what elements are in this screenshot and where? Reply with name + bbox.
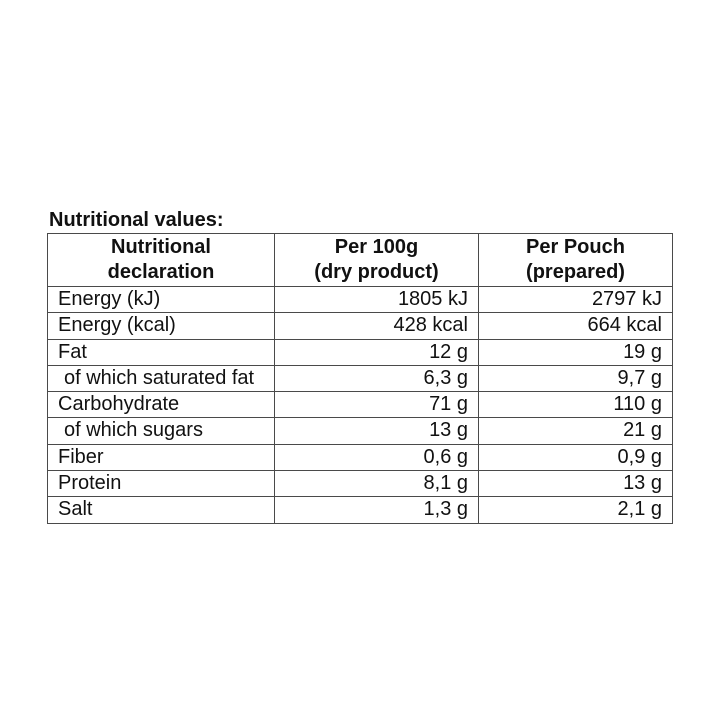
- nutrient-label: Energy (kJ): [48, 287, 275, 313]
- header-line: Per 100g: [334, 236, 419, 258]
- per-pouch-value: 9,7 g: [479, 365, 673, 391]
- nutrient-label: Protein: [48, 471, 275, 497]
- table-row: [48, 365, 673, 391]
- nutrient-label: of which saturated fat: [48, 365, 275, 391]
- table-row: [48, 444, 673, 470]
- nutrient-label: Fat: [48, 339, 275, 365]
- header-per-100g: [275, 234, 479, 287]
- per-pouch-value: 2797 kJ: [479, 287, 673, 313]
- table-row: [48, 313, 673, 339]
- nutrient-label: Fiber: [48, 444, 275, 470]
- table-row: [48, 471, 673, 497]
- per-100g-value: 13 g: [275, 418, 479, 444]
- per-100g-value: 1805 kJ: [275, 287, 479, 313]
- per-pouch-value: 21 g: [479, 418, 673, 444]
- nutrient-label: Energy (kcal): [48, 313, 275, 339]
- header-row: [48, 234, 673, 287]
- nutrient-label: Carbohydrate: [48, 392, 275, 418]
- per-100g-value: 71 g: [275, 392, 479, 418]
- header-line: (prepared): [526, 261, 625, 283]
- per-pouch-value: 19 g: [479, 339, 673, 365]
- table-row: [48, 392, 673, 418]
- header-line: (dry product): [314, 261, 439, 283]
- header-nutritional-declaration: [48, 234, 275, 287]
- per-pouch-value: 110 g: [479, 392, 673, 418]
- per-100g-value: 12 g: [275, 339, 479, 365]
- table-row: [48, 497, 673, 523]
- per-100g-value: 1,3 g: [275, 497, 479, 523]
- header-per-pouch: [479, 234, 673, 287]
- header-line: Per Pouch: [526, 236, 625, 258]
- per-pouch-value: 2,1 g: [479, 497, 673, 523]
- nutrition-table: [47, 233, 673, 524]
- header-line: Nutritional: [111, 236, 211, 258]
- per-100g-value: 6,3 g: [275, 365, 479, 391]
- nutrient-label: of which sugars: [48, 418, 275, 444]
- per-100g-value: 8,1 g: [275, 471, 479, 497]
- per-pouch-value: 13 g: [479, 471, 673, 497]
- per-pouch-value: 664 kcal: [479, 313, 673, 339]
- per-100g-value: 428 kcal: [275, 313, 479, 339]
- nutrient-label: Salt: [48, 497, 275, 523]
- header-line: declaration: [107, 261, 215, 283]
- table-row: [48, 418, 673, 444]
- table-row: [48, 287, 673, 313]
- table-title: Nutritional values:: [49, 209, 224, 231]
- per-pouch-value: 0,9 g: [479, 444, 673, 470]
- table-row: [48, 339, 673, 365]
- per-100g-value: 0,6 g: [275, 444, 479, 470]
